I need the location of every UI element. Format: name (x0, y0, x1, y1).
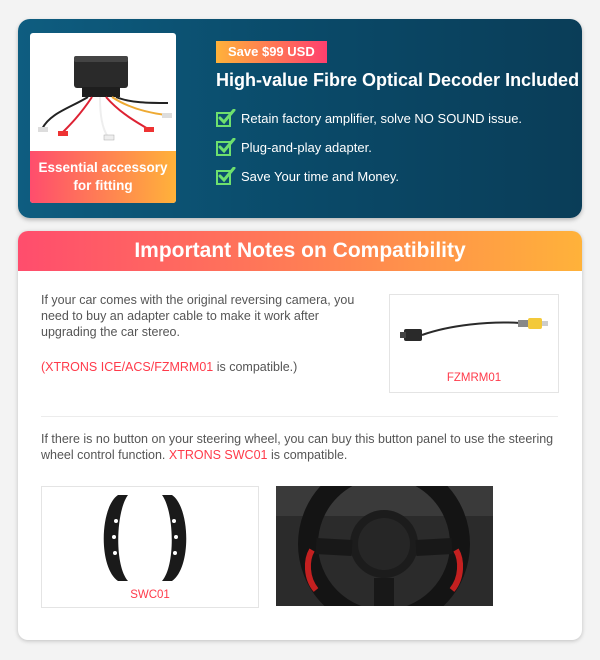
feature-text: Plug-and-play adapter. (241, 140, 372, 155)
promo-title: High-value Fibre Optical Decoder Included (216, 70, 580, 90)
camera-compat-tail: is compatible.) (213, 360, 298, 374)
steering-note-line (41, 431, 558, 463)
check-icon (216, 138, 236, 156)
save-price-badge: Save $99 USD (216, 41, 327, 63)
steering-wheel-photo (276, 486, 493, 606)
steering-wheel-image (276, 486, 493, 606)
optical-decoder-image (30, 33, 176, 153)
decoder-product-box (30, 33, 176, 203)
fzmrm01-product-box (389, 294, 559, 393)
camera-compat-model: XTRONS ICE/ACS/FZMRM01 (45, 360, 214, 374)
steering-tail: is compatible. (267, 448, 348, 462)
compatibility-notes-card (18, 231, 582, 640)
camera-compat-line (41, 359, 361, 375)
section-divider (41, 416, 558, 417)
camera-compat-open: ( (41, 360, 46, 374)
feature-text: Save Your time and Money. (241, 169, 400, 184)
swc01-caption: SWC01 (130, 589, 170, 601)
essential-accessory-label: Essential accessory for fitting (30, 151, 176, 203)
fzmrm01-caption: FZMRM01 (446, 372, 502, 384)
swc01-product-box (41, 486, 259, 608)
decoder-promo-card (18, 19, 582, 218)
camera-note-text: If your car comes with the original reversing camera, you need to buy an adapter cable to make it work after upgrading the car stereo. (41, 293, 355, 339)
notes-header: Important Notes on Compatibility (18, 231, 582, 271)
adapter-cable-image (390, 295, 558, 365)
steering-model: XTRONS SWC01 (168, 448, 268, 462)
feature-text: Retain factory amplifier, solve NO SOUND issue. (241, 111, 523, 126)
check-icon (216, 167, 236, 185)
check-icon (216, 109, 236, 127)
steering-note-text: If there is no button on your steering wheel, you can buy this button panel to use the steering wheel control function. (41, 432, 554, 462)
button-panel-image (42, 487, 258, 587)
